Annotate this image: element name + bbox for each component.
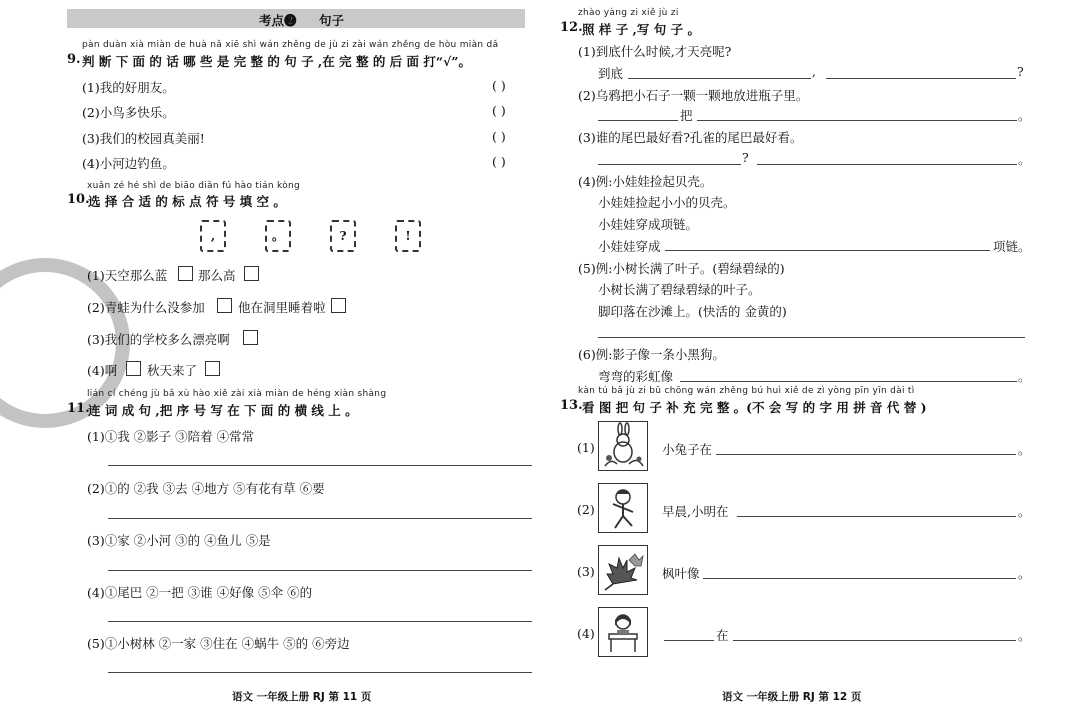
q12-s5-example: (5)例:小树长满了叶子。(碧绿碧绿的) [578, 261, 785, 276]
q13-item-4-end: 。 [1018, 628, 1031, 643]
q12-s3-example: (3)谁的尾巴最好看?孔雀的尾巴最好看。 [578, 130, 803, 145]
q9-answer-2[interactable]: ( ) [492, 103, 506, 118]
q13-item-2-text: 早晨,小明在 [662, 504, 729, 519]
q10-item-1-text-2: 那么高 [198, 268, 236, 283]
q9-number: 9. [67, 52, 81, 67]
q9-instruction: 判 断 下 面 的 话 哪 些 是 完 整 的 句 子 ,在 完 整 的 后 面 打“√”。 [82, 54, 471, 69]
q12-s3-line-1[interactable] [598, 164, 741, 165]
question-mark-symbol: ? [330, 220, 356, 252]
q10-item-2-box-2[interactable] [331, 298, 346, 313]
q12-s1-line-2[interactable] [826, 78, 1016, 79]
q12-s3-end: 。 [1018, 152, 1031, 167]
q11-item-1: (1)①我 ②影子 ③陪着 ④常常 [87, 429, 255, 444]
q12-s3-mid: ? [742, 150, 749, 165]
q11-item-4: (4)①尾巴 ②一把 ③谁 ④好像 ⑤伞 ⑥的 [87, 585, 313, 600]
rabbit-picture-icon [598, 421, 648, 471]
section-title: 句子 [319, 13, 345, 28]
q10-item-2-text-2: 他在洞里睡着啦 [238, 300, 326, 315]
q12-s1-comma: , [812, 64, 816, 79]
q9-answer-1[interactable]: ( ) [492, 78, 506, 93]
q12-s4-line[interactable] [665, 250, 990, 251]
q12-s2-example: (2)乌鸦把小石子一颗一颗地放进瓶子里。 [578, 88, 809, 103]
q12-s2-line-2[interactable] [697, 120, 1017, 121]
girl-reading-picture-icon [598, 607, 648, 657]
q12-s5-question: 脚印落在沙滩上。(快活的 金黄的) [598, 304, 787, 319]
period-symbol: 。 [265, 220, 291, 252]
right-page-footer: 语文 一年级上册 RJ 第 12 页 [722, 691, 862, 703]
q13-item-2-end: 。 [1018, 504, 1031, 519]
q12-s6-start: 弯弯的彩虹像 [598, 369, 674, 384]
q11-instruction: 连 词 成 句 ,把 序 号 写 在 下 面 的 横 线 上 。 [88, 403, 358, 418]
maple-leaf-picture-icon [598, 545, 648, 595]
q12-s4-start: 小娃娃穿成 [598, 239, 661, 254]
q12-s2-mid: 把 [680, 108, 693, 123]
q11-answer-line-2[interactable] [108, 518, 532, 519]
q10-instruction: 选 择 合 适 的 标 点 符 号 填 空 。 [88, 194, 286, 209]
q12-instruction: 照 样 子 ,写 句 子 。 [582, 22, 700, 37]
q9-item-1: (1)我的好朋友。 [82, 80, 175, 95]
q12-s2-line-1[interactable] [598, 120, 678, 121]
q10-item-1-box-2[interactable] [244, 266, 259, 281]
q10-item-4-text-2: 秋天来了 [147, 363, 198, 378]
q13-item-4-text: 在 [716, 628, 729, 643]
q10-item-4-box-2[interactable] [205, 361, 220, 376]
q13-item-1-text: 小兔子在 [662, 442, 713, 457]
q11-number: 11. [67, 401, 90, 416]
section-header [67, 9, 525, 28]
q12-s4-example-answer: 小娃娃捡起小小的贝壳。 [598, 195, 736, 210]
q10-item-2-box-1[interactable] [217, 298, 232, 313]
q12-s4-end: 项链。 [993, 239, 1031, 254]
q10-item-3-text: (3)我们的学校多么漂亮啊 [87, 332, 230, 347]
q9-answer-4[interactable]: ( ) [492, 154, 506, 169]
q13-item-1-end: 。 [1018, 442, 1031, 457]
q13-item-2-line[interactable] [737, 516, 1016, 517]
q10-item-4-box-1[interactable] [126, 361, 141, 376]
q12-s1-end: ? [1017, 64, 1024, 79]
q10-item-1-box-1[interactable] [178, 266, 193, 281]
q13-item-4-number: (4) [577, 626, 595, 641]
q11-answer-line-4[interactable] [108, 621, 532, 622]
q11-item-2: (2)①的 ②我 ③去 ④地方 ⑤有花有草 ⑥要 [87, 481, 325, 496]
q9-answer-3[interactable]: ( ) [492, 129, 506, 144]
q10-item-2-text: (2)青蛙为什么没参加 [87, 300, 205, 315]
comma-symbol: , [200, 220, 226, 252]
q9-item-4: (4)小河边钓鱼。 [82, 156, 175, 171]
q12-s2-end: 。 [1018, 108, 1031, 123]
q12-s6-line[interactable] [680, 381, 1017, 382]
q13-item-1-number: (1) [577, 440, 595, 455]
q12-s4-example: (4)例:小娃娃捡起贝壳。 [578, 174, 713, 189]
q10-pinyin: xuǎn zé hé shì de biāo diǎn fú hào tián kòng [87, 181, 301, 191]
q13-pinyin: kàn tú bǎ jù zi bǔ chōng wán zhěng bú huì xiě de zì yòng pīn yīn dài tì [578, 386, 915, 396]
q12-s6-end: 。 [1018, 369, 1031, 384]
q12-s6-example: (6)例:影子像一条小黑狗。 [578, 347, 725, 362]
q10-item-3-box-1[interactable] [243, 330, 258, 345]
q13-instruction: 看 图 把 句 子 补 充 完 整 。(不 会 写 的 字 用 拼 音 代 替 ) [582, 400, 927, 415]
exclamation-mark-symbol: ! [395, 220, 421, 252]
q12-s5-line[interactable] [598, 337, 1025, 338]
q10-item-1-text: (1)天空那么蓝 [87, 268, 168, 283]
q11-answer-line-3[interactable] [108, 570, 532, 571]
q13-item-3-number: (3) [577, 564, 595, 579]
q12-s4-question: 小娃娃穿成项链。 [598, 217, 699, 232]
q13-item-3-end: 。 [1018, 566, 1031, 581]
q12-number: 12. [560, 20, 583, 35]
q13-item-4-line-2[interactable] [733, 640, 1016, 641]
q11-item-5: (5)①小树林 ②一家 ③住在 ④蜗牛 ⑤的 ⑥旁边 [87, 636, 350, 651]
running-boy-picture-icon [598, 483, 648, 533]
q10-number: 10. [67, 192, 90, 207]
q13-item-3-text: 枫叶像 [662, 566, 700, 581]
q11-answer-line-5[interactable] [108, 672, 532, 673]
q12-pinyin: zhào yàng zi xiě jù zi [578, 8, 679, 18]
q9-pinyin: pàn duàn xià miàn de huà nǎ xiē shì wán zhěng de jù zi zài wán zhěng de hòu miàn dǎ [82, 40, 499, 50]
q12-s1-line-1[interactable] [628, 78, 811, 79]
q11-pinyin: lián cí chéng jù bǎ xù hào xiě zài xià miàn de héng xiàn shàng [87, 389, 387, 399]
section-label: 考点❷ [259, 13, 297, 28]
q11-answer-line-1[interactable] [108, 465, 532, 466]
q9-item-3: (3)我们的校园真美丽! [82, 131, 205, 146]
q13-item-3-line[interactable] [703, 578, 1016, 579]
left-page-footer: 语文 一年级上册 RJ 第 11 页 [232, 691, 372, 703]
q13-item-1-line[interactable] [716, 454, 1016, 455]
q12-s1-start: 到底 [598, 66, 624, 81]
q10-item-4-text: (4)啊 [87, 363, 118, 378]
q11-item-3: (3)①家 ②小河 ③的 ④鱼儿 ⑤是 [87, 533, 271, 548]
q9-item-2: (2)小鸟多快乐。 [82, 105, 175, 120]
q12-s3-line-2[interactable] [757, 164, 1017, 165]
q13-item-2-number: (2) [577, 502, 595, 517]
q12-s5-example-answer: 小树长满了碧绿碧绿的叶子。 [598, 282, 761, 297]
q13-item-4-line-1[interactable] [664, 640, 714, 641]
q12-s1-example: (1)到底什么时候,才天亮呢? [578, 44, 732, 59]
q13-number: 13. [560, 398, 583, 413]
